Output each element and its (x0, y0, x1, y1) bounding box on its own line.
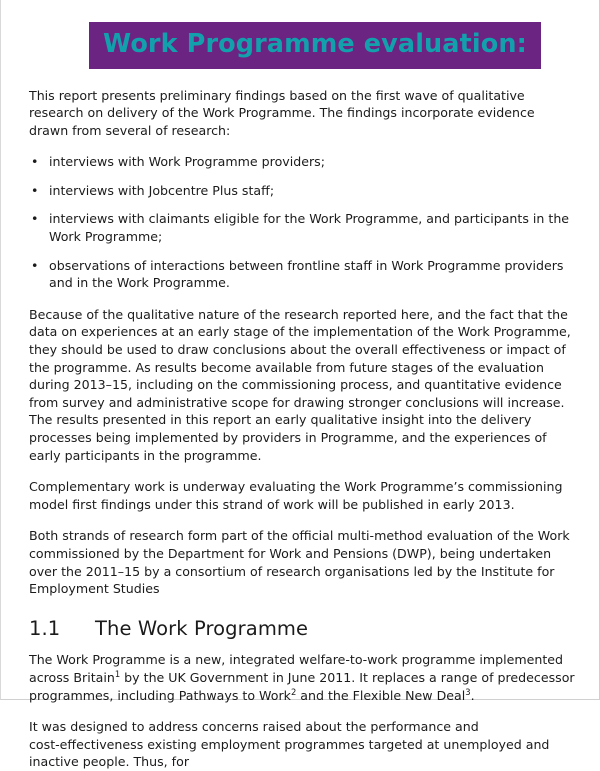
section-number: 1.1 (29, 616, 61, 640)
list-item (29, 210, 577, 245)
list-item (29, 257, 577, 292)
list-item-text: observations of interactions between frontline staff in Work Programme providers and in the Work Programme. (49, 257, 564, 291)
section-heading-1-1 (29, 616, 577, 640)
footnote-marker-3: 3 (465, 686, 471, 697)
section-paragraph-1-part-1: The Work Programme is a new, integrated welfare‑to‑work programme implemented across Britain (29, 652, 564, 685)
list-item (29, 153, 577, 171)
footnote-marker-1: 1 (114, 668, 121, 679)
paragraph-complementary-work: Complementary work is underway evaluating the Work Programme’s commissioning model first findings under this strand of work will be published in early 2013. (29, 479, 563, 512)
list-item-text: interviews with Jobcentre Plus staff; (49, 182, 275, 198)
paragraph-qualitative-nature: Because of the qualitative nature of the research reported here, and the fact that the data on experiences at an early stage of the implementation of the Work Programme, they should be used to draw conclusions about the overall effectiveness or impact of the programme. As results become available from future stages of the evaluation during 2013–15, including on the commissioning process, and quantitative evidence from survey and administrative scope for drawing stronger conclusions will increase. The results presented in this report an early qualitative insight into the delivery processes being implemented by providers in Programme, and the experiences of early participants in the programme. (29, 306, 571, 463)
list-item (29, 182, 577, 200)
page-content (1, 0, 599, 770)
footnote-marker-2: 2 (290, 686, 297, 697)
bullet-icon: • (31, 257, 39, 273)
document-title-banner: Work Programme evaluation: (89, 22, 541, 69)
section-paragraph-1-part-2: by the UK Government in June 2011. It replaces a range of predecessor programmes, including Pathways to Work (29, 669, 575, 703)
list-item-text: interviews with claimants eligible for the Work Programme, and participants in the Work Programme; (49, 211, 570, 245)
list-item-text: interviews with Work Programme providers; (49, 154, 325, 170)
bullet-icon: • (31, 211, 39, 227)
section-paragraph-1-part-4: . (470, 687, 475, 703)
bullet-icon: • (31, 182, 39, 198)
section-paragraph-1 (29, 651, 577, 704)
bullet-icon: • (31, 154, 39, 170)
intro-paragraph: This report presents preliminary findings based on the first wave of qualitative research on delivery of the Work Programme. The findings incorporate evidence drawn from several of research: (29, 87, 535, 138)
document-body (29, 87, 577, 771)
paragraph-both-strands: Both strands of research form part of the official multi‑method evaluation of the Work commissioned by the Department for Work and Pensions (DWP), being undertaken over the 2011–15 by a consortium of research organisations led by the Institute for Employment Studies (29, 528, 570, 597)
section-title: The Work Programme (95, 616, 309, 640)
research-sources-list (29, 153, 577, 292)
section-paragraph-2: It was designed to address concerns raised about the performance and cost‑effectiveness existing employment programmes targeted at unemployed and inactive people. Thus, for (29, 719, 550, 770)
section-paragraph-1-part-3: and the Flexible New Deal (296, 687, 466, 703)
